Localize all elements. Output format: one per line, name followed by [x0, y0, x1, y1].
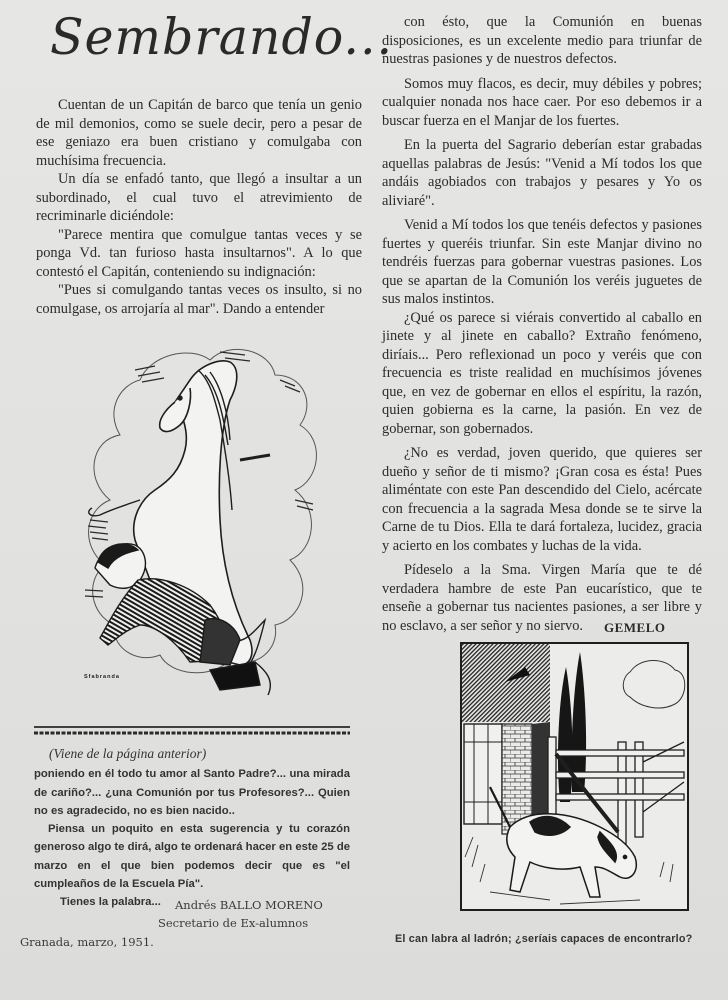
paragraph: Somos muy flacos, es decir, muy débiles y pobres; cualquier nonada nos hace caer. Por eso debemos ir a buscar fuerza en el Manjar de los fuertes.	[382, 75, 702, 129]
dog-puzzle-illustration	[460, 642, 690, 912]
author-role: Secretario de Ex-alumnos	[158, 916, 309, 930]
horse-rider-illustration	[80, 340, 360, 710]
paragraph: poniendo en él todo tu amor al Santo Padre?... una mirada de cariño?... ¿una Comunión por tus Profesores?... Quien no es agradecido, no es bien nacido..	[34, 768, 350, 817]
illustration-artist-signature: Sfabranda	[84, 674, 120, 680]
paragraph: Piensa un poquito en esta sugerencia y tu corazón generoso algo te dirá, algo te ordenará hacer en este 25 de marzo en el que bien podemos decir que es "el cumpleaños de la Escuela Pía".	[34, 823, 350, 891]
paragraph: Cuentan de un Capitán de barco que tenía un genio de mil demonios, como se suele decir, pero a pesar de ese geniazo era buen cristiano y comulgaba con muchísima frecuencia.	[36, 97, 362, 169]
paragraph: Tienes la palabra...	[60, 896, 161, 909]
paragraph: ¿No es verdad, joven querido, que quieres ser dueño y señor de ti mismo? ¡Gran cosa es ésta! Pues aliméntate con este Pan descendido del Cielo, acércate con frecuencia a la sagrada Mesa donde se te sirve la Carne de tu Dios. Ella te dará fortaleza, lucidez, gracia y acierto en los combates y luchas de la vida.	[382, 445, 702, 554]
paragraph: "Parece mentira que comulgue tantas veces y se ponga Vd. tan furioso hasta insultarnos". A lo que contestó el Capitán, conteniendo su indignación:	[36, 226, 362, 280]
paragraph: Un día se enfadó tanto, que llegó a insultar a un subordinado, el cual tuvo el atrevimiento de recriminarle diciéndole:	[36, 171, 362, 224]
article-signature: GEMELO	[604, 620, 666, 635]
paragraph: ¿Qué os parece si viérais convertido al caballo en jinete y al jinete en caballo? Extraño fenómeno, diríais... Pero reflexionad un poco y veréis que con frecuencia es triste realidad en muchísimos jóvenes que, en vez de gobernar en ellos el espíritu, la razón, quien gobierna es la carne, la pasión. En vez de gobernar, son gobernados.	[382, 309, 702, 437]
paragraph: Venid a Mí todos los que tenéis defectos y pasiones fuertes y queréis triunfar. Sin este Manjar divino no tendréis fuerzas para gobernar vuestras pasiones. Los que se apartan de la Comunión los veréis juguetes de sus malos instintos.	[382, 217, 702, 307]
article-column-left	[36, 96, 362, 318]
author-name: Andrés BALLO MORENO	[175, 898, 323, 912]
article-title: Sembrando...	[50, 8, 394, 66]
place-date: Granada, marzo, 1951.	[20, 935, 154, 949]
continued-heading: (Viene de la página anterior)	[49, 746, 207, 761]
puzzle-caption: El can labra al ladrón; ¿seríais capaces de encontrarlo?	[395, 933, 693, 945]
paragraph: En la puerta del Sagrario deberían estar grabadas aquellas palabras de Jesús: "Venid a Mí todos los que andáis agobiados con trabajos y pesares y Yo os aliviaré".	[382, 137, 702, 209]
section-divider	[34, 724, 350, 738]
continued-section	[34, 745, 350, 912]
article-column-right	[382, 13, 702, 635]
paragraph: "Pues si comulgando tantas veces os insulto, si no comulgase, os arrojaría al mar". Dando a entender	[36, 282, 362, 317]
paragraph: con ésto, que la Comunión en buenas disposiciones, es un excelente medio para triunfar de nuestras pasiones y de nuestros defectos.	[382, 14, 702, 67]
paragraph: Pídeselo a la Sma. Virgen María que te dé verdadera hambre de este Pan eucarístico, que te enseñe a gobernar tus nacientes pasiones, a ser libre y no esclavo, a ser señor y no siervo.	[382, 562, 702, 634]
